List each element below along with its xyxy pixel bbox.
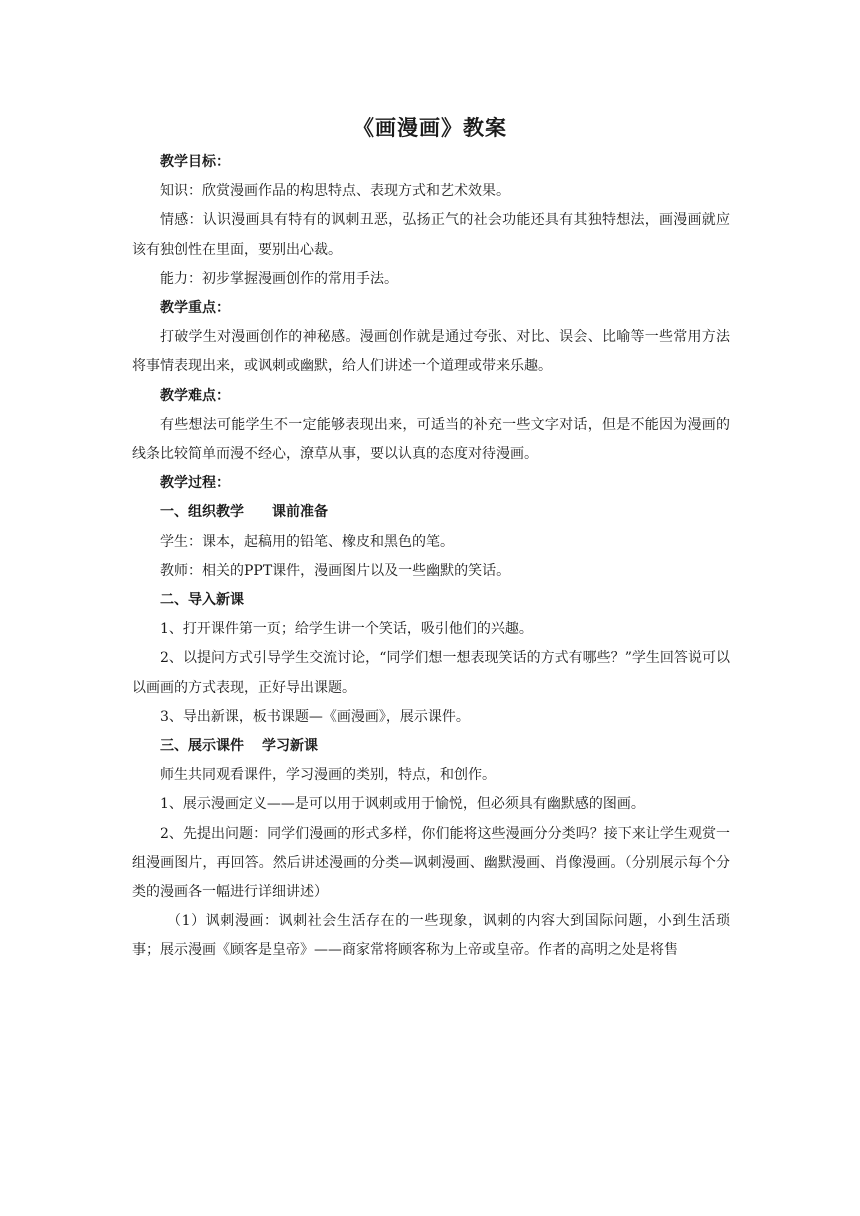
paragraph-step-2-item-1: 1、打开课件第一页；给学生讲一个笑话，吸引他们的兴趣。 xyxy=(160,621,533,638)
paragraph-key-points: 打破学生对漫画创作的神秘感。漫画创作就是通过夸张、对比、误会、比喻等一些常用方法将事情表现出来，或讽刺或幽默，给人们讲述一个道理或带来乐趣。 xyxy=(132,329,730,375)
heading-step-1 xyxy=(132,498,730,527)
paragraph-ability: 能力：初步掌握漫画创作的常用手法。 xyxy=(160,270,398,287)
heading-step-1-subtitle: 课前准备 xyxy=(272,504,328,521)
heading-step-1-title: 一、组织教学 xyxy=(160,504,244,521)
paragraph-teacher-materials: 教师：相关的PPT课件，漫画图片以及一些幽默的笑话。 xyxy=(160,562,511,579)
paragraph-step-3-intro: 师生共同观看课件，学习漫画的类别，特点，和创作。 xyxy=(160,767,496,784)
heading-step-2: 二、导入新课 xyxy=(160,592,244,609)
paragraph-step-3-item-2: 2、先提出问题：同学们漫画的形式多样，你们能将这些漫画分分类吗？接下来让学生观赏一组漫画图片，再回答。然后讲述漫画的分类—讽刺漫画、幽默漫画、肖像漫画。（分别展示每个分类的漫画各一幅进行详细讲述） xyxy=(132,825,730,901)
heading-difficulties: 教学难点： xyxy=(160,387,230,404)
paragraph-step-2-item-3: 3、导出新课，板书课题—《画漫画》，展示课件。 xyxy=(160,708,470,725)
heading-teaching-goals: 教学目标： xyxy=(160,154,230,170)
heading-step-3 xyxy=(132,732,730,761)
document-body xyxy=(132,148,730,966)
heading-step-3-subtitle: 学习新课 xyxy=(262,738,318,755)
paragraph-knowledge: 知识：欣赏漫画作品的构思特点、表现方式和艺术效果。 xyxy=(160,183,510,200)
paragraph-emotion: 情感：认识漫画具有特有的讽刺丑恶，弘扬正气的社会功能还具有其独特想法，画漫画就应该有独创性在里面，要别出心裁。 xyxy=(132,212,730,258)
paragraph-satire-comics: （1）讽刺漫画：讽刺社会生活存在的一些现象，讽刺的内容大到国际问题，小到生活琐事；展示漫画《顾客是皇帝》——商家常将顾客称为上帝或皇帝。作者的高明之处是将售 xyxy=(132,913,730,959)
document-title: 《画漫画》教案 xyxy=(353,116,507,140)
paragraph-step-3-item-1: 1、展示漫画定义——是可以用于讽刺或用于愉悦，但必须具有幽默感的图画。 xyxy=(160,796,645,813)
heading-teaching-process: 教学过程： xyxy=(160,475,230,492)
paragraph-difficulties: 有些想法可能学生不一定能够表现出来，可适当的补充一些文字对话，但是不能因为漫画的线条比较简单而漫不经心，潦草从事，要以认真的态度对待漫画。 xyxy=(132,416,730,463)
heading-key-points: 教学重点： xyxy=(160,300,230,317)
paragraph-step-2-item-2: 2、以提问方式引导学生交流讨论，“同学们想一想表现笑话的方式有哪些？”学生回答说可以以画画的方式表现，正好导出课题。 xyxy=(132,650,730,696)
paragraph-student-materials: 学生：课本，起稿用的铅笔、橡皮和黑色的笔。 xyxy=(160,533,454,550)
heading-step-3-title: 三、展示课件 xyxy=(160,738,244,755)
